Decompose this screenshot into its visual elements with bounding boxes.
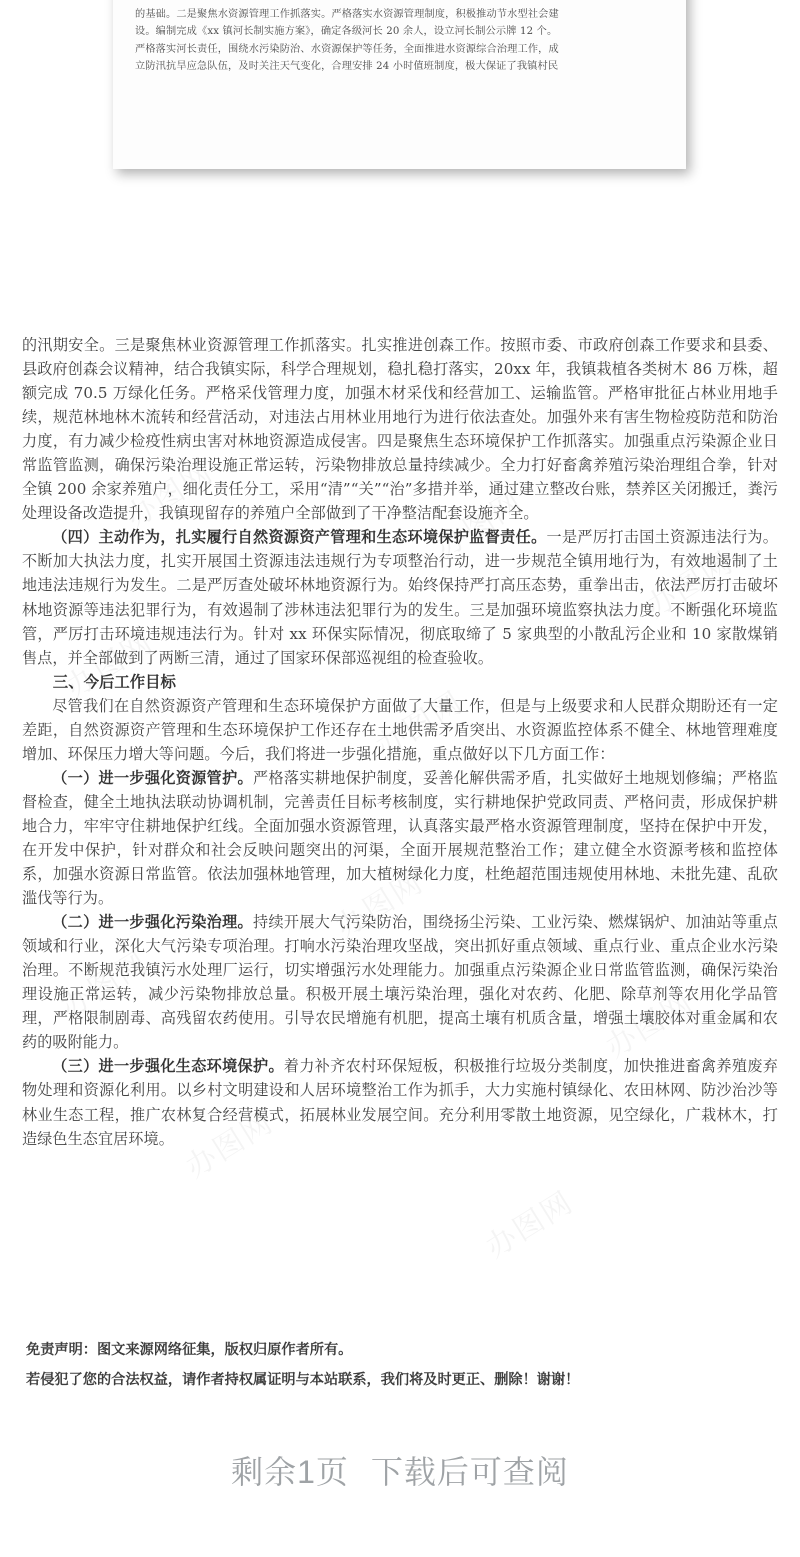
watermark [476, 1178, 581, 1266]
paragraph-bold-lead: （三）进一步强化生态环境保护。 [52, 1057, 284, 1076]
paragraph-bold-lead: （四）主动作为，扎实履行自然资源资产管理和生态环境保护监督责任。 [52, 528, 547, 547]
remaining-pages-label: 剩余1页 [231, 1454, 349, 1490]
paragraph-text: 一是严厉打击国土资源违法行为。不断加大执法力度，扎实开展国土资源违法违规行为专项整治行动，进一步规范全镇用地行为，有效地遏制了土地违法违规行为发生。二是严厉查处破坏林地资源行为。始终保持严打高压态势，重拳出击，依法严厉打击破坏林地资源等违法犯罪行为，有效遏制了涉林违法犯罪行为的发生。三是加强环境监察执法力度。不断强化环境监管，严厉打击环境违规违法行为。针对 xx 环保实际情况，彻底取缔了 5 家典型的小散乱污企业和 10 家散煤销售点，并全部做到了两断三清，通过了国家环保部巡视组的检查验收。 [22, 528, 778, 667]
card-text-line: 的基础。二是聚焦水资源管理工作抓落实。严格落实水资源管理制度，积极推动节水型社会建 [135, 9, 559, 20]
paragraph-goals-intro [0, 694, 800, 766]
card-text-line: 设。编制完成《xx 镇河长制实施方案》，确定各级河长 20 余人，设立河长制公示牌 12 个。 [135, 26, 558, 38]
previous-page-preview [0, 0, 800, 185]
paragraph-goal-three [0, 1054, 800, 1150]
paragraph-text: 着力补齐农村环保短板，积极推行垃圾分类制度，加快推进畜禽养殖废弃物处理和资源化利用。以乡村文明建设和人居环境整治工作为抓手，大力实施村镇绿化、农田林网、防沙治沙等林业生态工程，推广农林复合经营模式，拓展林业发展空间。充分利用零散土地资源，见空绿化，广栽林木，打造绿色生态宜居环境。 [22, 1057, 778, 1148]
paragraph-goal-one [0, 766, 800, 910]
document-body [0, 333, 800, 1151]
download-hint-label[interactable]: 下载后可查阅 [370, 1454, 569, 1490]
section-heading-future-goals: 三、今后工作目标 [52, 672, 176, 691]
paragraph-bold-lead: （二）进一步强化污染治理。 [52, 913, 254, 932]
card-text-line: 立防汛抗旱应急队伍，及时关注天气变化，合理安排 24 小时值班制度，极大保证了我镇村民 [135, 61, 559, 73]
paragraph-text: 的汛期安全。三是聚焦林业资源管理工作抓落实。扎实推进创森工作。按照市委、市政府创森工作要求和县委、县政府创森会议精神，结合我镇实际，科学合理规划，稳扎稳打落实，20xx 年，我镇栽植各类树木 86 万株，超额完成 70.5 万绿化任务。严格采伐管理力度，加强木材采伐和经营加工、运输监管。严格审批征占林业用地手续，规范林地林木流转和经营活动，对违法占用林业用地行为进行依法查处。加强外来有害生物检疫防范和防治力度，有力减少检疫性病虫害对林地资源造成侵害。四是聚焦生态环境保护工作抓落实。加强重点污染源企业日常监管监测，确保污染治理设施正常运转，污染物排放总量持续减少。全力打好畜禽养殖污染治理组合拳，针对全镇 200 余家养殖户，细化责任分工，采用“清”“关”“治”多措并举，通过建立整改台账，禁养区关闭搬迁，粪污处理设备改造提升，我镇现留存的养殖户全部做到了干净整洁配套设施齐全。 [22, 336, 778, 523]
download-cta[interactable] [0, 1449, 800, 1495]
document-page-card [113, 0, 686, 169]
paragraph-forestry [0, 333, 800, 525]
card-text-line: 严格落实河长责任，围绕水污染防治、水资源保护等任务，全面推进水资源综合治理工作，成 [135, 43, 559, 55]
disclaimer-line-2: 若侵犯了您的合法权益，请作者持权属证明与本站联系，我们将及时更正、删除！谢谢！ [26, 1372, 580, 1388]
paragraph-bold-lead: （一）进一步强化资源管护。 [52, 768, 254, 787]
paragraph-text: 尽管我们在自然资源资产管理和生态环境保护方面做了大量工作，但是与上级要求和人民群众期盼还有一定差距，自然资源资产管理和生态环境保护工作还存在土地供需矛盾突出、水资源监控体系不健全、林地管理难度增加、环保压力增大等问题。今后，我们将进一步强化措施，重点做好以下几方面工作： [22, 696, 778, 763]
paragraph-goal-two [0, 910, 800, 1054]
disclaimer-line-1: 免责声明：图文来源网络征集，版权归原作者所有。 [26, 1342, 353, 1358]
paragraph-section-four [0, 525, 800, 669]
paragraph-text: 严格落实耕地保护制度，妥善化解供需矛盾，扎实做好土地规划修编；严格监督检查，健全土地执法联动协调机制，完善责任目标考核制度，实行耕地保护党政同责、严格问责，形成保护耕地合力，牢牢守住耕地保护红线。全面加强水资源管理，认真落实最严格水资源管理制度，坚持在保护中开发，在开发中保护，针对群众和社会反映问题突出的河渠，全面开展规范整治工作；建立健全水资源考核和监控体系，加强水资源日常监管。依法加强林地管理，加大植树绿化力度，杜绝超范围违规使用林地、未批先建、乱砍滥伐等行为。 [22, 768, 778, 908]
disclaimer-block [0, 1340, 800, 1400]
paragraph-text: 持续开展大气污染防治，围绕扬尘污染、工业污染、燃煤锅炉、加油站等重点领域和行业，深化大气污染专项治理。打响水污染治理攻坚战，突出抓好重点领域、重点行业、重点企业水污染治理。不断规范我镇污水处理厂运行，切实增强污水处理能力。加强重点污染源企业日常监管监测，确保污染治理设施正常运转，减少污染物排放总量。积极开展土壤污染治理，强化对农药、化肥、除草剂等农用化学品管理，严格限制剧毒、高残留农药使用。引导农民增施有机肥，提高土壤有机质含量，增强土壤胶体对重金属和农药的吸附能力。 [22, 913, 778, 1052]
